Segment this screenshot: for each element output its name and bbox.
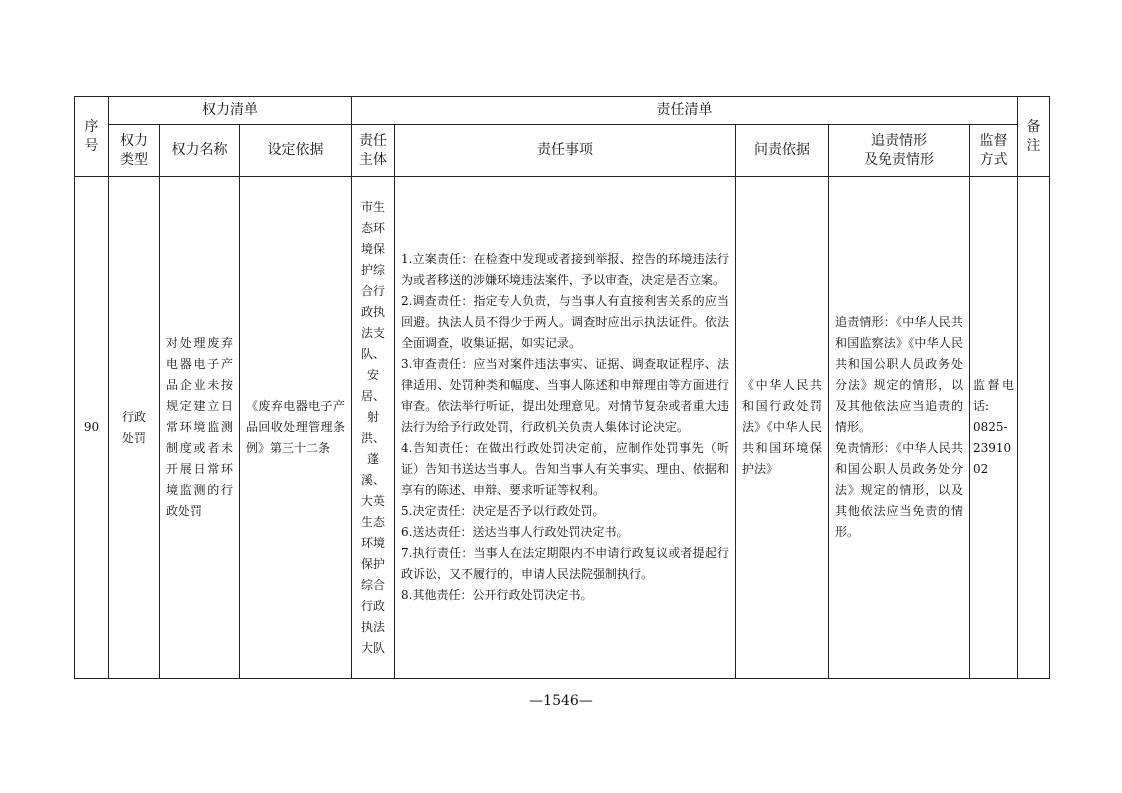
header-remarks: 备注: [1018, 97, 1050, 177]
duty-item: 2.调查责任：指定专人负责，与当事人有直接利害关系的应当回避。执法人员不得少于两人。调查时应出示执法证件。依法全面调查，收集证据，如实记录。: [401, 294, 729, 350]
row-power-type: 行政处罚: [109, 177, 160, 679]
header-power-name: 权力名称: [160, 125, 240, 177]
duty-item: 6.送达责任：送达当事人行政处罚决定书。: [401, 525, 629, 539]
row-remarks: [1018, 177, 1050, 679]
row-basis: 《废弃电器电子产品回收处理管理条例》第三十二条: [240, 177, 352, 679]
header-power-type: 权力类型: [109, 125, 160, 177]
header-supervision: 监督方式: [970, 125, 1018, 177]
header-pursuit: 追责情形 及免责情形: [829, 125, 970, 177]
row-accountability-basis: 《中华人民共和国行政处罚法》《中华人民共和国环境保护法》: [736, 177, 829, 679]
duty-item: 8.其他责任：公开行政处罚决定书。: [401, 588, 593, 602]
page-number: —1546—: [529, 693, 593, 709]
header-responsibility-list: 责任清单: [352, 97, 1018, 125]
row-subject: 市生态环境保护综合行政执法支队、安居、射洪、蓬溪、大英生态环境保护综合行政执法大队: [352, 177, 395, 679]
duty-item: 5.决定责任：决定是否予以行政处罚。: [401, 504, 605, 518]
pursuit-item: 免责情形：《中华人民共和国公职人员政务处分法》规定的情形，以及其他依法应当免责的情形。: [835, 441, 963, 539]
header-duties: 责任事项: [395, 125, 736, 177]
row-supervision: [970, 177, 1018, 679]
row-duties: [395, 177, 736, 679]
duty-item: 1.立案责任：在检查中发现或者接到举报、控告的环境违法行为或者移送的涉嫌环境违法案件，予以审查，决定是否立案。: [401, 252, 729, 287]
supervision-label: 监督电话:: [973, 378, 1015, 413]
header-subject: 责任主体: [352, 125, 395, 177]
supervision-phone: 0825-2391002: [973, 420, 1012, 476]
power-responsibility-table: [74, 96, 1050, 679]
row-seq: 90: [75, 177, 109, 679]
pursuit-item: 追责情形：《中华人民共和国监察法》《中华人民共和国公职人员政务处分法》规定的情形，以及其他依法应当追责的情形。: [835, 315, 963, 434]
header-seq: 序号: [75, 97, 109, 177]
header-power-list: 权力清单: [109, 97, 352, 125]
row-power-name: 对处理废弃电器电子产品企业未按规定建立日常环境监测制度或者未开展日常环境监测的行政处罚: [160, 177, 240, 679]
duty-item: 4.告知责任：在做出行政处罚决定前，应制作处罚事先（听证）告知书送达当事人。告知当事人有关事实、理由、依据和享有的陈述、申辩、要求听证等权利。: [401, 441, 729, 497]
duty-item: 3.审查责任：应当对案件违法事实、证据、调查取证程序、法律适用、处罚种类和幅度、当事人陈述和申辩理由等方面进行审查。依法举行听证，提出处理意见。对情节复杂或者重大违法行为给予行政处罚，行政机关负责人集体讨论决定。: [401, 357, 729, 434]
header-accountability-basis: 问责依据: [736, 125, 829, 177]
header-basis: 设定依据: [240, 125, 352, 177]
duty-item: 7.执行责任：当事人在法定期限内不申请行政复议或者提起行政诉讼，又不履行的，申请人民法院强制执行。: [401, 546, 729, 581]
row-pursuit: [829, 177, 970, 679]
